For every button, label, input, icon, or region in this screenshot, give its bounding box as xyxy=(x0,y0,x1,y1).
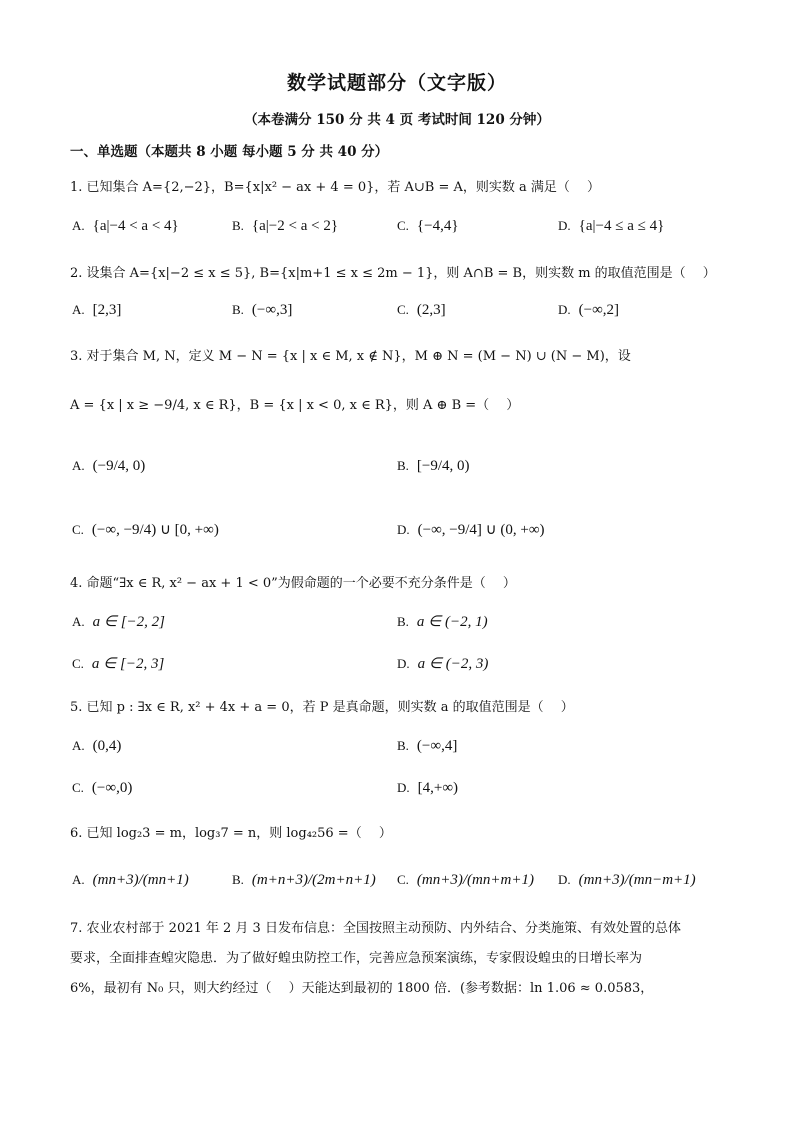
q4-option-b[interactable] xyxy=(397,612,488,631)
q2-option-c[interactable] xyxy=(397,302,446,319)
option-text: (−∞, −9/4) ∪ [0, +∞) xyxy=(91,522,219,538)
option-text: (0,4) xyxy=(92,738,122,754)
q3-option-b[interactable] xyxy=(397,458,470,475)
q6-option-d[interactable] xyxy=(558,872,696,889)
q4-option-d[interactable] xyxy=(397,654,488,673)
option-text: a ∈ (−2, 3) xyxy=(417,656,489,672)
option-text: a ∈ [−2, 2] xyxy=(92,614,166,630)
option-text: {a|−4 < a < 4} xyxy=(92,218,179,234)
question-1-stem: 1. 已知集合 A={2,−2}，B={x|x² − ax + 4 = 0}，若 A∪B = A，则实数 a 满足（ ） xyxy=(70,180,601,195)
q6-option-c[interactable] xyxy=(397,872,534,889)
page-subtitle: （本卷满分 150 分 共 4 页 考试时间 120 分钟） xyxy=(244,112,550,128)
option-label: A. xyxy=(72,458,85,473)
option-label: D. xyxy=(558,302,571,317)
q2-option-b[interactable] xyxy=(232,302,292,319)
option-label: C. xyxy=(72,656,84,671)
section-heading: 一、单选题（本题共 8 小题 每小题 5 分 共 40 分） xyxy=(70,144,389,160)
question-6-stem: 6. 已知 log₂3 = m，log₃7 = n，则 log₄₂56 =（ ） xyxy=(70,826,392,841)
option-label: A. xyxy=(72,614,85,629)
option-label: D. xyxy=(397,780,410,795)
option-label: A. xyxy=(72,218,85,233)
q5-option-a[interactable] xyxy=(72,738,121,755)
q2-option-d[interactable] xyxy=(558,302,619,319)
page-title: 数学试题部分（文字版） xyxy=(286,72,507,94)
option-text: (mn+3)/(mn+m+1) xyxy=(416,872,534,888)
option-label: C. xyxy=(72,780,84,795)
question-7-line-2: 要求，全面排查蝗灾隐患．为了做好蝗虫防控工作，完善应急预案演练，专家假设蝗虫的日增长率为 xyxy=(70,951,643,966)
option-text: (mn+3)/(mn−m+1) xyxy=(578,872,696,888)
question-2-stem: 2. 设集合 A={x|−2 ≤ x ≤ 5}, B={x|m+1 ≤ x ≤ 2m − 1}，则 A∩B = B，则实数 m 的取值范围是（ ） xyxy=(70,266,716,281)
option-text: (−∞,4] xyxy=(416,738,458,754)
option-label: B. xyxy=(397,458,409,473)
q4-option-c[interactable] xyxy=(72,654,164,673)
option-text: (−9/4, 0) xyxy=(92,458,146,474)
q1-option-d[interactable] xyxy=(558,218,664,235)
option-label: D. xyxy=(397,656,410,671)
question-3-stem-line2: A = {x | x ≥ −9/4, x ∈ R}，B = {x | x < 0, x ∈ R}，则 A ⊕ B =（ ） xyxy=(70,398,520,413)
option-label: B. xyxy=(232,872,244,887)
option-text: (−∞,2] xyxy=(578,302,620,318)
option-label: D. xyxy=(558,872,571,887)
question-7-text xyxy=(70,914,720,1004)
option-label: C. xyxy=(397,302,409,317)
option-label: C. xyxy=(397,218,409,233)
option-label: D. xyxy=(558,218,571,233)
q3-option-d[interactable] xyxy=(397,520,545,539)
q4-option-a[interactable] xyxy=(72,612,165,631)
option-label: C. xyxy=(72,522,84,537)
question-7-line-1: 7. 农业农村部于 2021 年 2 月 3 日发布信息：全国按照主动预防、内外结合、分类施策、有效处置的总体 xyxy=(70,921,681,936)
option-text: a ∈ (−2, 1) xyxy=(416,614,488,630)
option-text: (2,3] xyxy=(416,302,446,318)
option-label: A. xyxy=(72,872,85,887)
option-text: a ∈ [−2, 3] xyxy=(91,656,165,672)
option-text: {a|−4 ≤ a ≤ 4} xyxy=(578,218,665,234)
option-text: (−∞,0) xyxy=(91,780,133,796)
option-label: A. xyxy=(72,738,85,753)
q1-option-c[interactable] xyxy=(397,218,459,235)
option-text: [4,+∞) xyxy=(417,780,459,796)
option-label: B. xyxy=(397,738,409,753)
q5-option-b[interactable] xyxy=(397,738,457,755)
option-label: B. xyxy=(397,614,409,629)
q1-option-a[interactable] xyxy=(72,218,179,235)
question-4-stem: 4. 命题“∃x ∈ R, x² − ax + 1 < 0”为假命题的一个必要不充分条件是（ ） xyxy=(70,576,516,591)
question-3-stem-line1: 3. 对于集合 M, N，定义 M − N = {x | x ∈ M, x ∉ N}，M ⊕ N = (M − N) ∪ (N − M)，设 xyxy=(70,349,631,364)
option-text: [−9/4, 0) xyxy=(416,458,470,474)
q6-option-a[interactable] xyxy=(72,872,189,889)
option-label: A. xyxy=(72,302,85,317)
option-label: B. xyxy=(232,302,244,317)
option-text: (−∞, −9/4] ∪ (0, +∞) xyxy=(417,522,545,538)
q5-option-d[interactable] xyxy=(397,780,458,797)
option-label: B. xyxy=(232,218,244,233)
option-text: (−∞,3] xyxy=(251,302,293,318)
option-label: D. xyxy=(397,522,410,537)
option-text: (m+n+3)/(2m+n+1) xyxy=(251,872,376,888)
option-label: C. xyxy=(397,872,409,887)
option-text: (mn+3)/(mn+1) xyxy=(92,872,189,888)
q1-option-b[interactable] xyxy=(232,218,338,235)
question-7-line-3: 6%，最初有 N₀ 只，则大约经过（ ）天能达到最初的 1800 倍．(参考数据：ln 1.06 ≈ 0.0583， xyxy=(70,981,654,996)
q5-option-c[interactable] xyxy=(72,780,132,797)
option-text: {−4,4} xyxy=(416,218,459,234)
q3-option-a[interactable] xyxy=(72,458,145,475)
option-text: [2,3] xyxy=(92,302,122,318)
q3-option-c[interactable] xyxy=(72,520,219,539)
q6-option-b[interactable] xyxy=(232,872,376,889)
question-5-stem: 5. 已知 p : ∃x ∈ R, x² + 4x + a = 0，若 P 是真命题，则实数 a 的取值范围是（ ） xyxy=(70,700,574,715)
option-text: {a|−2 < a < 2} xyxy=(251,218,339,234)
q2-option-a[interactable] xyxy=(72,302,121,319)
